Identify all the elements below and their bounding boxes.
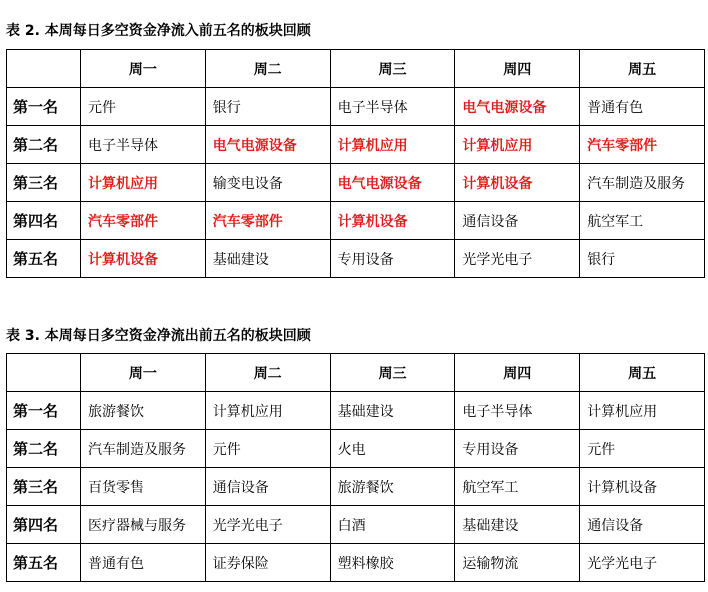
sector-cell: 航空军工 — [580, 202, 705, 240]
table-row — [7, 430, 705, 468]
sector-cell: 基础建设 — [455, 506, 580, 544]
sector-cell: 电气电源设备 — [330, 164, 455, 202]
sector-cell: 元件 — [205, 430, 330, 468]
sector-cell: 计算机应用 — [455, 126, 580, 164]
sector-cell: 通信设备 — [580, 506, 705, 544]
day-header: 周三 — [330, 354, 455, 392]
sector-cell: 普通有色 — [580, 88, 705, 126]
sector-cell: 银行 — [205, 88, 330, 126]
rank-label: 第三名 — [7, 164, 81, 202]
sector-cell: 普通有色 — [81, 544, 206, 582]
sector-cell: 汽车零部件 — [580, 126, 705, 164]
sector-cell: 通信设备 — [455, 202, 580, 240]
sector-cell: 计算机应用 — [330, 126, 455, 164]
rank-label: 第三名 — [7, 468, 81, 506]
sector-cell: 光学光电子 — [455, 240, 580, 278]
rank-label: 第五名 — [7, 544, 81, 582]
day-header: 周一 — [81, 354, 206, 392]
rank-label: 第二名 — [7, 430, 81, 468]
rank-label: 第四名 — [7, 506, 81, 544]
sector-cell: 汽车零部件 — [81, 202, 206, 240]
table-row — [7, 202, 705, 240]
sector-cell: 通信设备 — [205, 468, 330, 506]
sector-cell: 电子半导体 — [455, 392, 580, 430]
table-out-caption: 表 3. 本周每日多空资金净流出前五名的板块回顾 — [6, 328, 311, 344]
sector-cell: 专用设备 — [330, 240, 455, 278]
rank-label: 第一名 — [7, 88, 81, 126]
sector-cell: 专用设备 — [455, 430, 580, 468]
sector-cell: 火电 — [330, 430, 455, 468]
sector-cell: 航空军工 — [455, 468, 580, 506]
net-inflow-table — [6, 49, 705, 278]
day-header: 周一 — [81, 50, 206, 88]
day-header: 周五 — [580, 50, 705, 88]
sector-cell: 基础建设 — [330, 392, 455, 430]
sector-cell: 医疗器械与服务 — [81, 506, 206, 544]
sector-cell: 计算机应用 — [580, 392, 705, 430]
sector-cell: 电气电源设备 — [205, 126, 330, 164]
rank-label: 第四名 — [7, 202, 81, 240]
sector-cell: 元件 — [580, 430, 705, 468]
sector-cell: 证券保险 — [205, 544, 330, 582]
corner-cell — [7, 354, 81, 392]
sector-cell: 塑料橡胶 — [330, 544, 455, 582]
table-row — [7, 506, 705, 544]
sector-cell: 计算机设备 — [81, 240, 206, 278]
sector-cell: 运输物流 — [455, 544, 580, 582]
sector-cell: 银行 — [580, 240, 705, 278]
sector-cell: 百货零售 — [81, 468, 206, 506]
table-row — [7, 544, 705, 582]
sector-cell: 计算机设备 — [455, 164, 580, 202]
rank-label: 第五名 — [7, 240, 81, 278]
table-in-caption: 表 2. 本周每日多空资金净流入前五名的板块回顾 — [6, 23, 311, 39]
day-header: 周四 — [455, 50, 580, 88]
day-header: 周二 — [205, 354, 330, 392]
sector-cell: 汽车制造及服务 — [580, 164, 705, 202]
day-header: 周四 — [455, 354, 580, 392]
sector-cell: 电子半导体 — [330, 88, 455, 126]
table-row — [7, 88, 705, 126]
sector-cell: 基础建设 — [205, 240, 330, 278]
sector-cell: 电子半导体 — [81, 126, 206, 164]
rank-label: 第一名 — [7, 392, 81, 430]
rank-label: 第二名 — [7, 126, 81, 164]
sector-cell: 白酒 — [330, 506, 455, 544]
sector-cell: 计算机应用 — [81, 164, 206, 202]
sector-cell: 光学光电子 — [580, 544, 705, 582]
sector-cell: 旅游餐饮 — [330, 468, 455, 506]
sector-cell: 计算机设备 — [580, 468, 705, 506]
sector-cell: 元件 — [81, 88, 206, 126]
sector-cell: 计算机设备 — [330, 202, 455, 240]
sector-cell: 计算机应用 — [205, 392, 330, 430]
table-row — [7, 240, 705, 278]
header-row — [7, 50, 705, 88]
net-outflow-table — [6, 353, 705, 582]
sector-cell: 汽车制造及服务 — [81, 430, 206, 468]
sector-cell: 汽车零部件 — [205, 202, 330, 240]
sector-cell: 光学光电子 — [205, 506, 330, 544]
header-row — [7, 354, 705, 392]
sector-cell: 电气电源设备 — [455, 88, 580, 126]
day-header: 周五 — [580, 354, 705, 392]
sector-cell: 输变电设备 — [205, 164, 330, 202]
table-row — [7, 126, 705, 164]
day-header: 周二 — [205, 50, 330, 88]
sector-cell: 旅游餐饮 — [81, 392, 206, 430]
table-row — [7, 468, 705, 506]
day-header: 周三 — [330, 50, 455, 88]
corner-cell — [7, 50, 81, 88]
table-row — [7, 392, 705, 430]
table-row — [7, 164, 705, 202]
